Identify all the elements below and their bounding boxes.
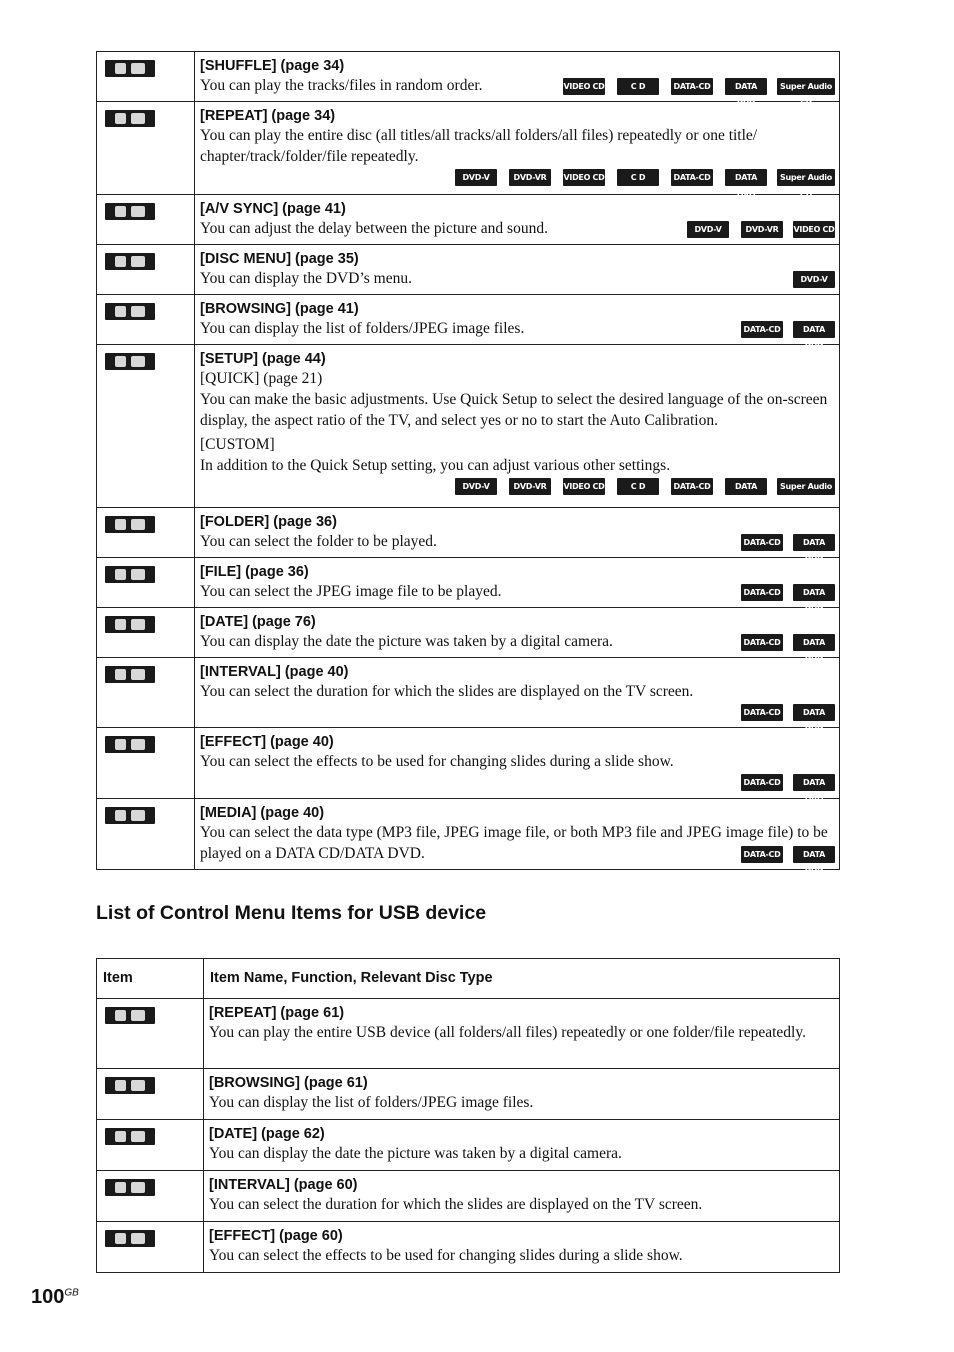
disc-badge: DATA DVD [725,78,767,95]
item-description: You can adjust the delay between the picture and sound. [200,220,548,237]
table-row [97,658,840,728]
disc-badge: DATA DVD [793,534,835,551]
item-description: You can play the tracks/files in random order. [200,77,483,94]
disc-badge: DATA-CD [741,321,783,338]
disc-badge: VIDEO CD [563,169,605,186]
date-icon [105,1128,155,1145]
disc-badge: DATA DVD [793,321,835,338]
disc-badge: DATA DVD [793,584,835,601]
item-description: You can play the entire disc (all titles/all tracks/all folders/all files) repeatedly or one title/ chapter/track/folder/file repeatedly. [200,127,758,165]
browsing-icon [105,1077,155,1094]
disc-badge: DVD-V [687,221,729,238]
item-title: [MEDIA] (page 40) [200,805,325,821]
item-title: [INTERVAL] (page 40) [200,664,349,680]
page-number: $100^{GB}$ [31,1286,79,1308]
item-title: [DISC MENU] (page 35) [200,251,359,267]
header-item: Item [103,970,133,986]
disc-badge: Super Audio CD [777,78,835,95]
item-description: You can play the entire USB device (all folders/all files) repeatedly or one folder/file repeatedly. [209,1024,806,1041]
item-title: [DATE] (page 76) [200,614,316,630]
effect-icon [105,736,155,753]
date-icon [105,616,155,633]
disc-badge: VIDEO CD [563,478,605,495]
item-description: You can select the JPEG image file to be played. [200,583,502,600]
table-row [97,1120,840,1171]
item-description: You can make the basic adjustments. Use Quick Setup to select the desired language of the on-screen display, the aspect ratio of the TV, and select yes or no to start the Auto Calibration. [200,391,828,429]
interval-icon [105,666,155,683]
disc-badge: VIDEO CD [793,221,835,238]
table-row [97,345,840,508]
item-description: You can select the duration for which the slides are displayed on the TV screen. [209,1196,703,1213]
item-title: [A/V SYNC] (page 41) [200,201,346,217]
disc-badge: DVD-VR [509,478,551,495]
item-title: [INTERVAL] (page 60) [209,1177,358,1193]
disc-type-badges [200,774,835,804]
disc-badge: DATA-CD [741,704,783,721]
item-description: You can select the effects to be used for changing slides during a slide show. [200,753,674,770]
item-description: You can select the data type (MP3 file, JPEG image file, or both MP3 file and JPEG image file) to be played on a DATA CD/DATA DVD. [200,824,828,862]
disc-type-badges [200,704,835,734]
disc-badge: DATA DVD [725,478,767,495]
disc-badge: Super Audio CD [777,478,835,495]
header-item-name: Item Name, Function, Relevant Disc Type [210,970,493,986]
usb-control-menu-table [96,958,840,1273]
shuffle-icon [105,60,155,77]
disc-badge: Super Audio CD [777,169,835,186]
item-description: You can display the list of folders/JPEG image files. [209,1094,534,1111]
item-description: [CUSTOM] [200,436,275,453]
table-row [97,1171,840,1222]
item-description: In addition to the Quick Setup setting, you can adjust various other settings. [200,457,671,474]
media-icon [105,807,155,824]
item-title: [DATE] (page 62) [209,1126,325,1142]
disc-badge: DVD-V [793,271,835,288]
item-title: [EFFECT] (page 60) [209,1228,343,1244]
disc-badge: DATA DVD [793,846,835,863]
item-title: [REPEAT] (page 34) [200,108,336,124]
disc-badge: DATA DVD [725,169,767,186]
table-row [97,1222,840,1273]
repeat-icon [105,110,155,127]
disc-badge: C D [617,78,659,95]
disc-badge: DATA DVD [793,634,835,651]
interval-icon [105,1179,155,1196]
item-title: [SETUP] (page 44) [200,351,326,367]
disc-badge: DATA-CD [671,78,713,95]
table-row [97,245,840,295]
disc-badge: VIDEO CD [563,78,605,95]
item-description: [QUICK] (page 21) [200,370,323,387]
table-row [97,295,840,345]
table-row [97,52,840,102]
disc-badge: DVD-VR [509,169,551,186]
table-row [97,999,840,1069]
table-header-row [97,959,840,999]
disc-badge: DVD-V [455,169,497,186]
folder-icon [105,516,155,533]
item-title: [EFFECT] (page 40) [200,734,334,750]
item-description: You can select the duration for which the slides are displayed on the TV screen. [200,683,694,700]
repeat-icon [105,1007,155,1024]
disc-badge: C D [617,169,659,186]
control-menu-table [96,51,840,876]
disc-badge: DATA-CD [741,584,783,601]
table-row [97,508,840,558]
table-row [97,799,840,870]
browsing-icon [105,303,155,320]
item-title: [BROWSING] (page 41) [200,301,359,317]
item-description: You can display the date the picture was taken by a digital camera. [200,633,613,650]
item-title: [SHUFFLE] (page 34) [200,58,345,74]
disc-type-badges [200,169,835,199]
table-row [97,608,840,658]
disc-badge: DATA DVD [793,704,835,721]
item-description: You can display the DVD’s menu. [200,270,412,287]
item-description: You can select the effects to be used for changing slides during a slide show. [209,1247,683,1264]
item-title: [REPEAT] (page 61) [209,1005,345,1021]
item-description: You can display the date the picture was taken by a digital camera. [209,1145,622,1162]
disc-badge: DATA-CD [741,774,783,791]
disc-menu-icon [105,253,155,270]
av-sync-icon [105,203,155,220]
table-row [97,1069,840,1120]
disc-badge: DVD-VR [741,221,783,238]
table-row [97,195,840,245]
item-description: You can select the folder to be played. [200,533,437,550]
disc-badge: DATA-CD [671,478,713,495]
disc-badge: DATA-CD [741,534,783,551]
setup-icon [105,353,155,370]
disc-badge: DVD-V [455,478,497,495]
disc-badge: C D [617,478,659,495]
effect-icon [105,1230,155,1247]
table-row [97,728,840,799]
item-description: You can display the list of folders/JPEG image files. [200,320,525,337]
disc-badge: DATA-CD [741,634,783,651]
item-title: [BROWSING] (page 61) [209,1075,368,1091]
item-title: [FOLDER] (page 36) [200,514,337,530]
disc-type-badges [200,478,835,508]
disc-badge: DATA-CD [741,846,783,863]
disc-badge: DATA DVD [793,774,835,791]
file-icon [105,566,155,583]
item-title: [FILE] (page 36) [200,564,309,580]
table-row [97,102,840,195]
disc-badge: DATA-CD [671,169,713,186]
table-row [97,558,840,608]
usb-section-heading: List of Control Menu Items for USB device [96,902,487,924]
